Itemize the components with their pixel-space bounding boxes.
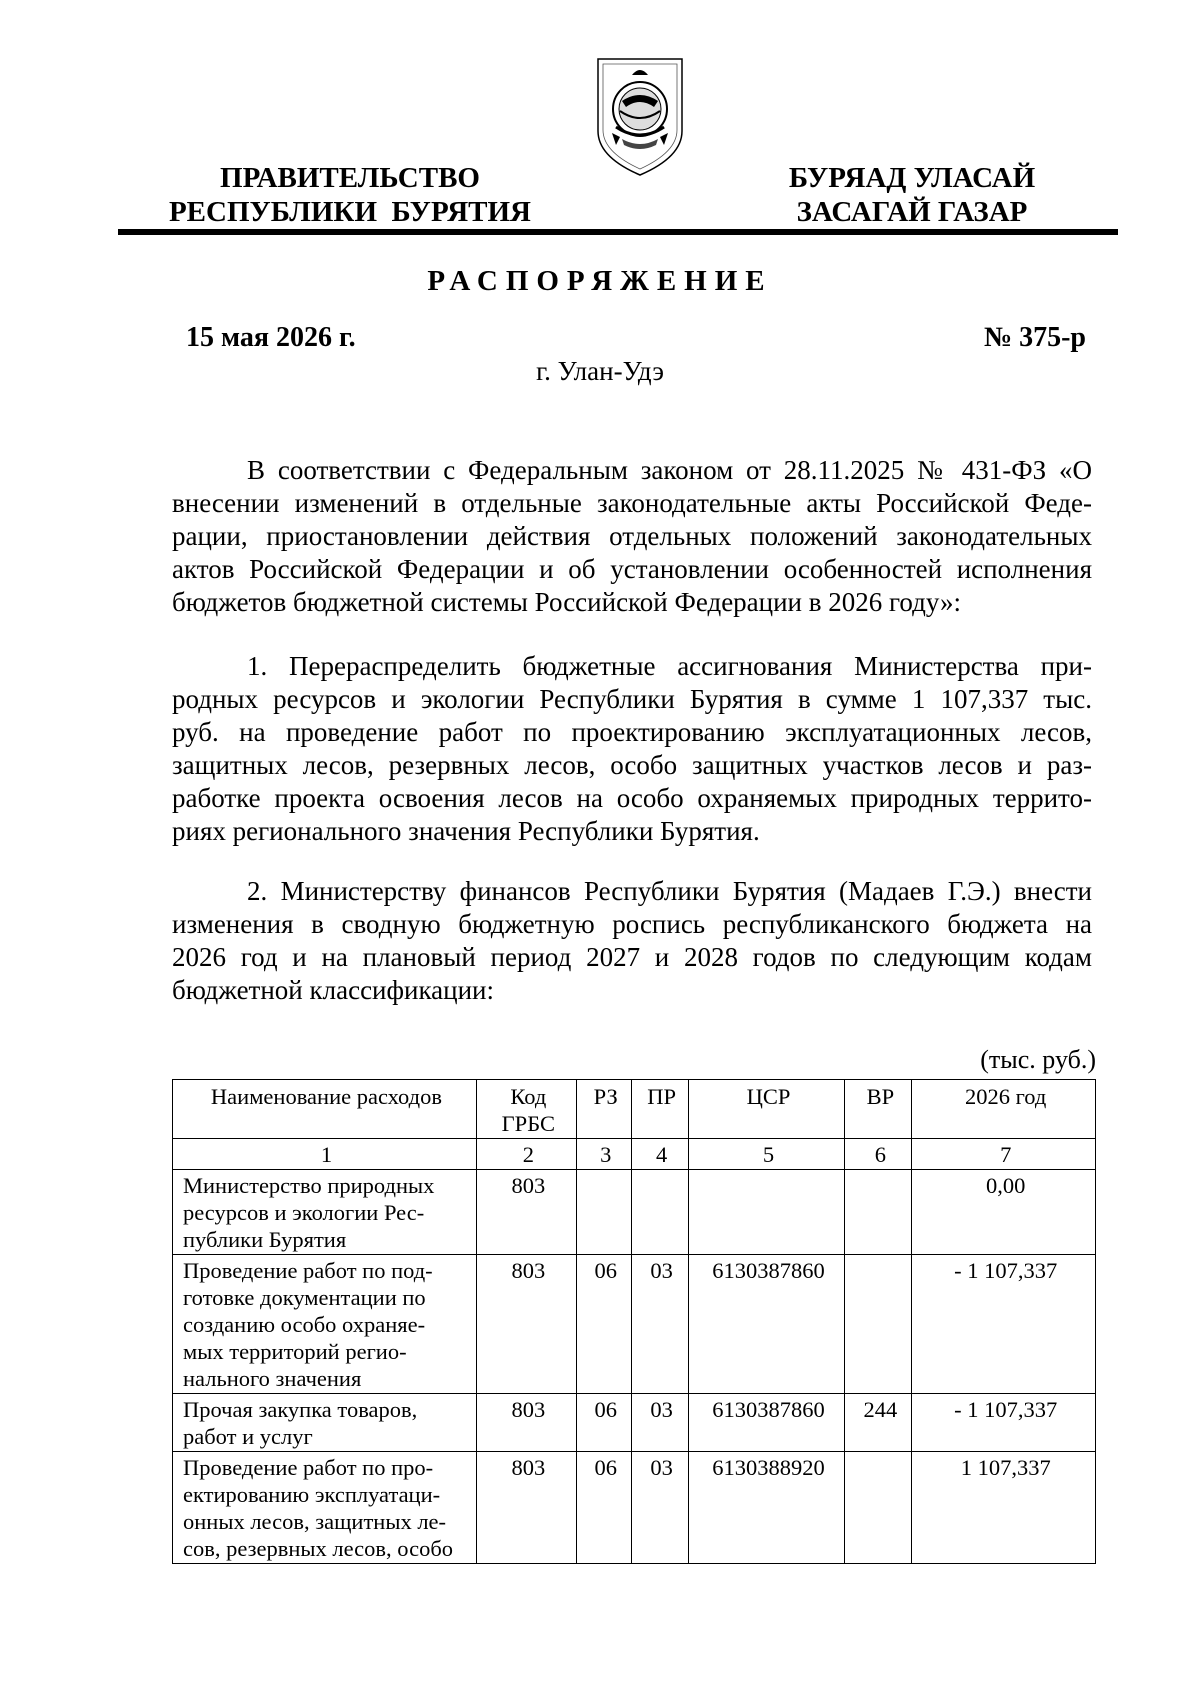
paragraph-line: бюджетов бюджетной системы Российской Федерации в 2026 году»:	[172, 587, 962, 617]
row-name	[173, 1452, 477, 1564]
government-name-buryat	[752, 161, 1072, 229]
government-name-buryat-line1: БУРЯАД УЛАСАЙ	[788, 162, 1036, 194]
government-name-buryat-line2: ЗАСАГАЙ ГАЗАР	[796, 196, 1028, 228]
row-name-line: онных лесов, защитных ле-	[183, 1509, 447, 1534]
row-name-line: Министерство природных	[183, 1173, 435, 1198]
row-name-line: мых территорий регио-	[183, 1339, 407, 1364]
column-number: 4	[631, 1139, 688, 1170]
government-name-line2: РЕСПУБЛИКИ БУРЯТИЯ	[168, 196, 532, 228]
table-row	[173, 1452, 1096, 1564]
row-name-line: публики Бурятия	[183, 1227, 347, 1252]
header-rz: РЗ	[576, 1080, 631, 1139]
row-name	[173, 1394, 477, 1452]
row-name	[173, 1255, 477, 1394]
coat-of-arms-emblem	[592, 53, 688, 179]
row-name-line: работ и услуг	[183, 1424, 313, 1449]
row-csr	[688, 1170, 845, 1255]
header-vr: ВР	[845, 1080, 912, 1139]
document-title: РАСПОРЯЖЕНИЕ	[427, 265, 773, 297]
paragraph-line: руб. на проведение работ по проектированию эксплуатационных лесов,	[172, 717, 1092, 747]
column-number: 3	[576, 1139, 631, 1170]
row-rz: 06	[576, 1255, 631, 1394]
header-grbs-line1: Код	[510, 1084, 547, 1109]
row-csr: 6130387860	[688, 1394, 845, 1452]
table-units: (тыс. руб.)	[980, 1045, 1096, 1074]
row-pr: 03	[631, 1452, 688, 1564]
column-numbers-row	[173, 1139, 1096, 1170]
row-grbs: 803	[476, 1394, 576, 1452]
column-number: 1	[173, 1139, 477, 1170]
document-city: г. Улан-Удэ	[536, 356, 664, 386]
row-rz: 06	[576, 1452, 631, 1564]
column-number: 2	[476, 1139, 576, 1170]
paragraph-line: В соответствии с Федеральным законом от 28.11.2025 № 431-ФЗ «О	[247, 455, 1092, 485]
row-name-line: ресурсов и экологии Рес-	[183, 1200, 425, 1225]
row-name-line: Проведение работ по про-	[183, 1455, 434, 1480]
budget-table	[172, 1079, 1096, 1564]
header-year: 2026 год	[912, 1080, 1096, 1139]
paragraph-line: 2. Министерству финансов Республики Бурятия (Мадаев Г.Э.) внести	[247, 876, 1092, 906]
row-csr: 6130387860	[688, 1255, 845, 1394]
row-csr: 6130388920	[688, 1452, 845, 1564]
row-vr	[845, 1452, 912, 1564]
table-header-row	[173, 1080, 1096, 1139]
paragraph-preamble	[172, 454, 1092, 619]
row-vr	[845, 1170, 912, 1255]
paragraph-line: бюджетной классификации:	[172, 975, 494, 1005]
government-name-russian	[150, 161, 550, 229]
row-grbs: 803	[476, 1170, 576, 1255]
column-number: 7	[912, 1139, 1096, 1170]
row-name-line: сов, резервных лесов, особо	[183, 1536, 454, 1561]
paragraph-line: внесении изменений в отдельные законодательные акты Российской Феде-	[172, 488, 1092, 518]
row-name-line: Проведение работ по под-	[183, 1258, 433, 1283]
row-rz	[576, 1170, 631, 1255]
row-name-line: созданию особо охраняе-	[183, 1312, 426, 1337]
header-pr: ПР	[631, 1080, 688, 1139]
paragraph-line: 2026 год и на плановый период 2027 и 2028 годов по следующим кодам	[172, 942, 1092, 972]
row-grbs: 803	[476, 1452, 576, 1564]
header-grbs-line2: ГРБС	[501, 1111, 555, 1136]
row-amount: - 1 107,337	[912, 1255, 1096, 1394]
table-row	[173, 1255, 1096, 1394]
paragraph-line: изменения в сводную бюджетную роспись республиканского бюджета на	[172, 909, 1092, 939]
paragraph-line: 1. Перераспределить бюджетные ассигнования Министерства при-	[247, 651, 1092, 681]
row-pr: 03	[631, 1394, 688, 1452]
column-number: 5	[688, 1139, 845, 1170]
row-vr: 244	[845, 1394, 912, 1452]
paragraph-line: рации, приостановлении действия отдельных положений законодательных	[172, 521, 1092, 551]
paragraph-line: работке проекта освоения лесов на особо охраняемых природных террито-	[172, 783, 1092, 813]
row-pr: 03	[631, 1255, 688, 1394]
government-name-line1: ПРАВИТЕЛЬСТВО	[220, 162, 480, 194]
header-divider	[118, 229, 1118, 235]
row-name	[173, 1170, 477, 1255]
row-amount: - 1 107,337	[912, 1394, 1096, 1452]
paragraph-item-2	[172, 875, 1092, 1007]
paragraph-line: актов Российской Федерации и об установлении особенностей исполнения	[172, 554, 1092, 584]
header-csr: ЦСР	[688, 1080, 845, 1139]
paragraph-line: защитных лесов, резервных лесов, особо защитных участков лесов и раз-	[172, 750, 1092, 780]
document-date: 15 мая 2026 г.	[186, 322, 356, 353]
row-name-line: нального значения	[183, 1366, 362, 1391]
header-grbs	[476, 1080, 576, 1139]
document-number: № 375-р	[983, 322, 1086, 353]
row-name-line: Прочая закупка товаров,	[183, 1397, 418, 1422]
row-rz: 06	[576, 1394, 631, 1452]
column-number: 6	[845, 1139, 912, 1170]
row-amount: 0,00	[912, 1170, 1096, 1255]
paragraph-line: риях регионального значения Республики Бурятия.	[172, 816, 760, 846]
paragraph-item-1	[172, 650, 1092, 848]
row-name-line: готовке документации по	[183, 1285, 426, 1310]
paragraph-line: родных ресурсов и экологии Республики Бурятия в сумме 1 107,337 тыс.	[172, 684, 1092, 714]
row-vr	[845, 1255, 912, 1394]
row-amount: 1 107,337	[912, 1452, 1096, 1564]
table-row	[173, 1170, 1096, 1255]
row-pr	[631, 1170, 688, 1255]
row-grbs: 803	[476, 1255, 576, 1394]
header-name: Наименование расходов	[173, 1080, 477, 1139]
table-row	[173, 1394, 1096, 1452]
row-name-line: ектированию эксплуатаци-	[183, 1482, 441, 1507]
